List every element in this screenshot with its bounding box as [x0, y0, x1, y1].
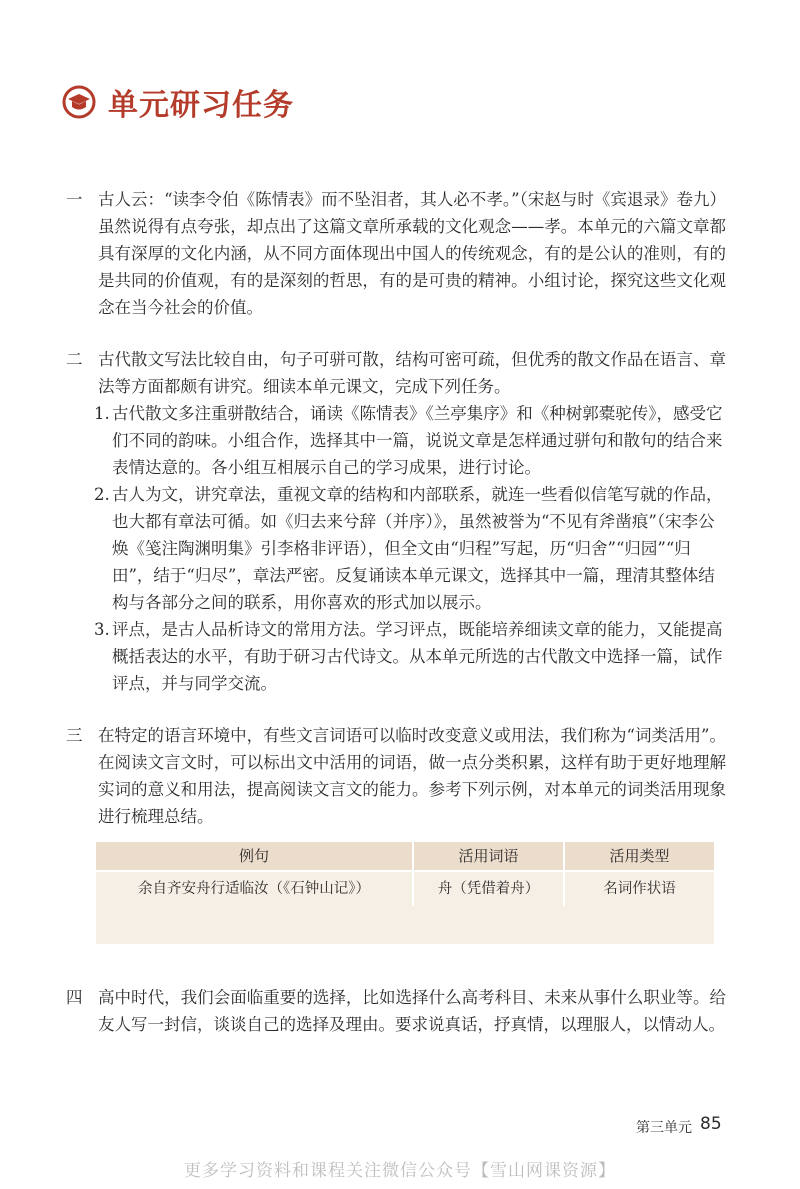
item-number: 1.: [94, 404, 110, 423]
task-item-1: [94, 400, 726, 481]
table-header: [96, 842, 714, 872]
section-number: 二: [66, 350, 83, 369]
task-item-3: [94, 616, 726, 697]
table-row: [96, 872, 714, 906]
item-number: 3.: [94, 620, 110, 639]
page-title-row: [62, 80, 294, 124]
section-text: 在特定的语言环境中，有些文言词语可以临时改变意义或用法，我们称为“词类活用”。在阅读文言文时，可以标出文中活用的词语，做一点分类积累，这样有助于更好地理解实词的意义和用法，提高阅读文言文的能力。参考下列示例，对本单元的词类活用现象进行梳理总结。: [98, 726, 726, 826]
example-table: [96, 842, 714, 944]
table-header-cell: 活用类型: [563, 842, 714, 870]
item-text: 评点，是古人品析诗文的常用方法。学习评点，既能培养细读文章的能力，又能提高概括表达的水平，有助于研习古代诗文。从本单元所选的古代散文中选择一篇，试作评点，并与同学交流。: [112, 620, 723, 693]
table-header-cell: 例句: [238, 847, 269, 865]
table-cell: 余自齐安舟行适临汝（《石钟山记》）: [137, 881, 370, 897]
task-section-1: [66, 186, 726, 321]
section-number: 三: [66, 726, 83, 745]
item-text: 古人为文，讲究章法，重视文章的结构和内部联系，就连一些看似信笔写就的作品，也大都有章法可循。如《归去来兮辞（并序）》，虽然被誉为“不见有斧凿痕”（宋李公焕《笺注陶渊明集》引李格非评语），但全文由“归程”写起，历“归舍”“归园”“归田”，结于“归尽”，章法严密。反复诵读本单元课文，选择其中一篇，理清其整体结构与各部分之间的联系，用你喜欢的形式加以展示。: [112, 485, 723, 612]
section-text: 古代散文写法比较自由，句子可骈可散，结构可密可疏，但优秀的散文作品在语言、章法等方面都颇有讲究。细读本单元课文，完成下列任务。: [98, 350, 726, 396]
page-title: 单元研习任务: [108, 88, 294, 123]
graduation-cap-icon: [62, 85, 96, 119]
table-cell: 舟（凭借着舟）: [412, 872, 563, 906]
task-item-2: [94, 481, 726, 616]
section-text: 高中时代，我们会面临重要的选择，比如选择什么高考科目、未来从事什么职业等。给友人写一封信，谈谈自己的选择及理由。要求说真话，抒真情，以理服人，以情动人。: [98, 988, 726, 1034]
section-number: 一: [66, 190, 83, 209]
task-item-list: [64, 400, 726, 697]
task-section-2: [66, 346, 726, 697]
section-number: 四: [66, 988, 83, 1007]
page-number: 85: [700, 1114, 722, 1134]
task-section-3: [66, 722, 726, 830]
table-cell: 名词作状语: [563, 872, 714, 906]
item-number: 2.: [94, 485, 110, 504]
section-text: 古人云：“读李令伯《陈情表》而不坠泪者，其人必不孝。”（宋赵与时《宾退录》卷九）虽然说得有点夸张，却点出了这篇文章所承载的文化观念——孝。本单元的六篇文章都具有深厚的文化内涵，从不同方面体现出中国人的传统观念，有的是公认的准则，有的是共同的价值观，有的是深刻的哲思，有的是可贵的精神。小组讨论，探究这些文化观念在当今社会的价值。: [98, 190, 726, 317]
table-header-cell: 活用词语: [412, 842, 563, 870]
watermark-text: 更多学习资料和课程关注微信公众号【雪山网课资源】: [184, 1161, 616, 1181]
footer-unit-label: 第三单元: [636, 1120, 692, 1136]
item-text: 古代散文多注重骈散结合，诵读《陈情表》《兰亭集序》和《种树郭橐驼传》，感受它们不同的韵味。小组合作，选择其中一篇，说说文章是怎样通过骈句和散句的结合来表情达意的。各小组互相展示自己的学习成果，进行讨论。: [112, 404, 723, 477]
task-section-4: [66, 984, 726, 1038]
